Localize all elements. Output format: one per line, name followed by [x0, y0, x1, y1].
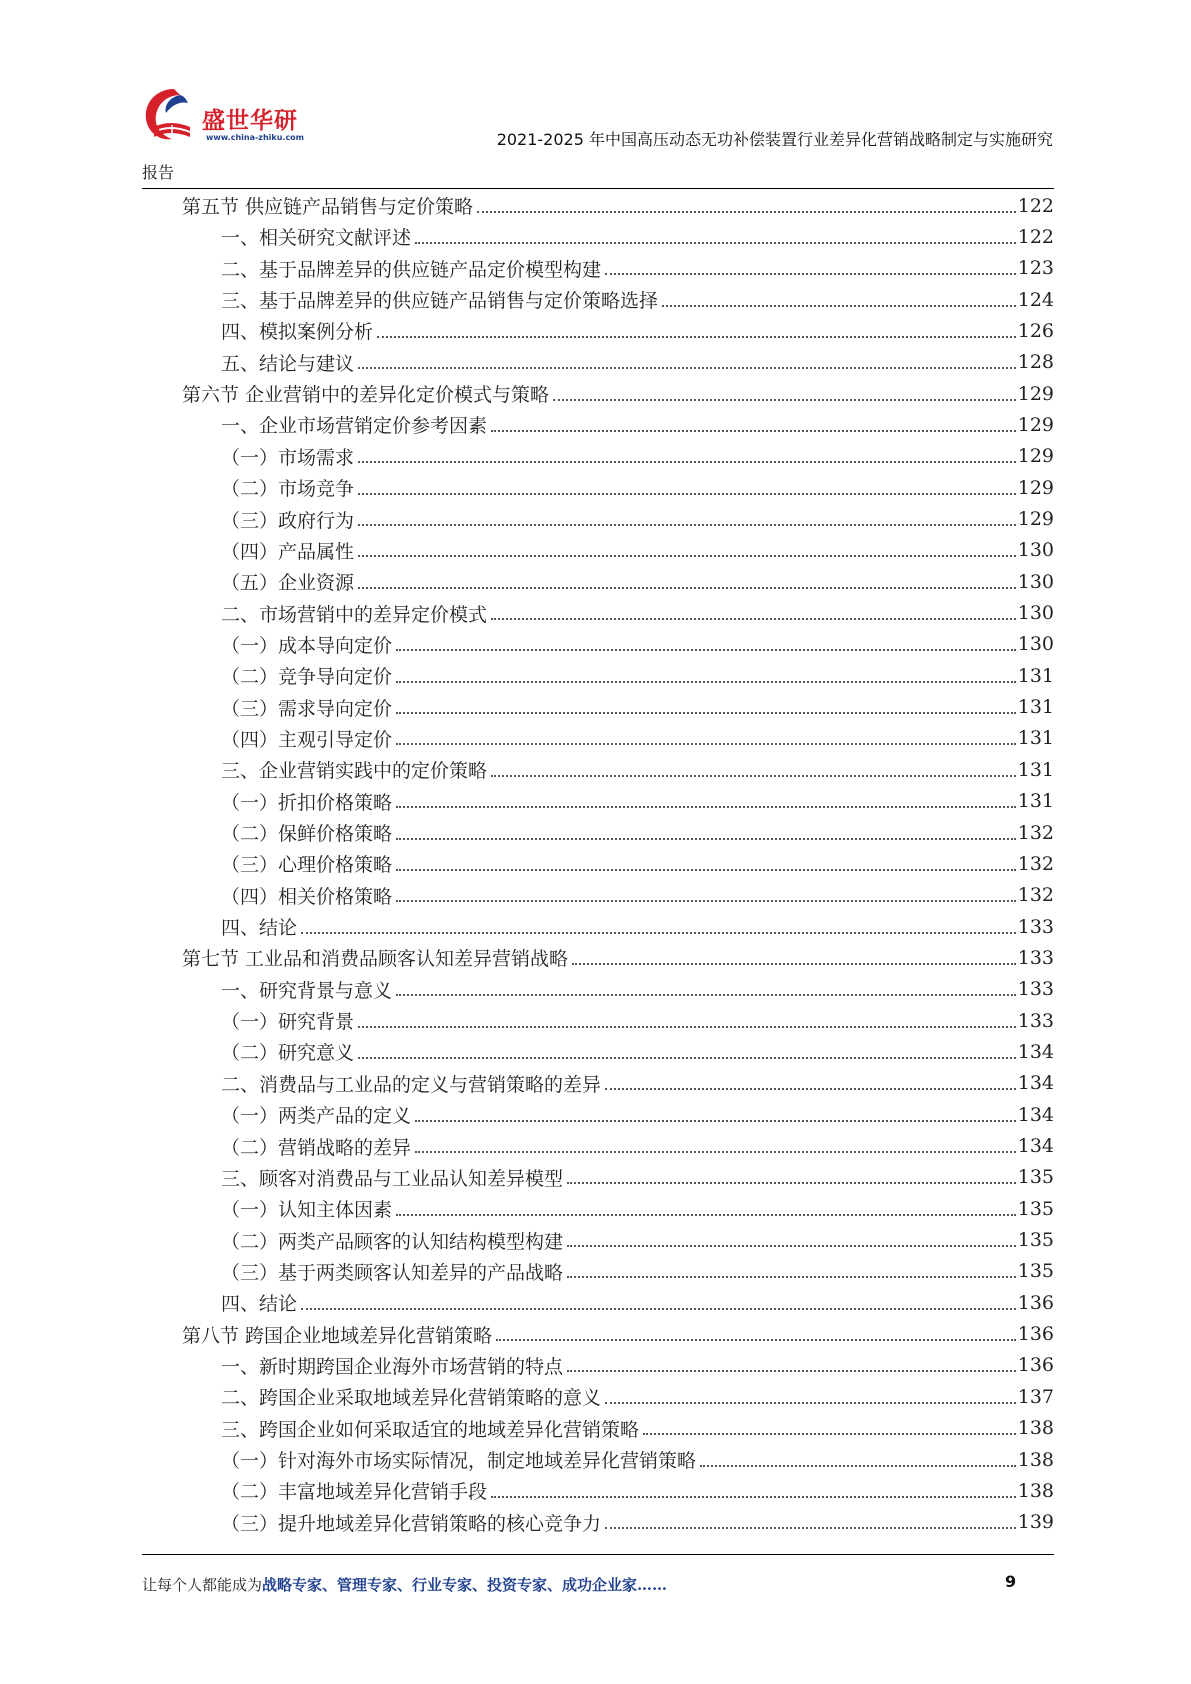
- toc-leader-dots: [358, 555, 1016, 557]
- toc-entry-page: 129: [1017, 476, 1054, 499]
- toc-entry[interactable]: [182, 1319, 1054, 1350]
- toc-entry-page: 133: [1017, 978, 1054, 1001]
- toc-entry-page: 131: [1017, 664, 1054, 687]
- toc-leader-dots: [396, 743, 1016, 745]
- toc-entry-page: 132: [1017, 884, 1054, 907]
- toc-entry-label: （二）两类产品顾客的认知结构模型构建: [221, 1230, 564, 1253]
- toc-entry-page: 136: [1017, 1291, 1054, 1314]
- toc-entry[interactable]: [221, 1444, 1054, 1475]
- toc-leader-dots: [396, 806, 1016, 808]
- toc-entry-label: 三、基于品牌差异的供应链产品销售与定价策略选择: [221, 290, 659, 313]
- toc-entry-label: （四）主观引导定价: [221, 728, 393, 751]
- toc-entry-page: 131: [1017, 758, 1054, 781]
- toc-leader-dots: [415, 242, 1016, 244]
- toc-leader-dots: [396, 869, 1016, 871]
- toc-entry-label: （一）认知主体因素: [221, 1199, 393, 1222]
- toc-entry-page: 123: [1017, 257, 1054, 280]
- toc-entry-page: 136: [1017, 1323, 1054, 1346]
- toc-entry-label: 第八节 跨国企业地域差异化营销策略: [182, 1324, 493, 1347]
- toc-entry-page: 135: [1017, 1229, 1054, 1252]
- toc-entry-label: （二）市场竞争: [221, 478, 355, 501]
- toc-leader-dots: [358, 524, 1016, 526]
- toc-leader-dots: [415, 1120, 1016, 1122]
- toc-entry-page: 131: [1017, 790, 1054, 813]
- toc-entry-page: 122: [1017, 225, 1054, 248]
- toc-leader-dots: [605, 273, 1016, 275]
- header-divider: [142, 188, 1054, 189]
- toc-entry-label: （一）成本导向定价: [221, 634, 393, 657]
- toc-entry-label: 三、顾客对消费品与工业品认知差异模型: [221, 1167, 564, 1190]
- footer-divider: [142, 1554, 1054, 1555]
- toc-entry-page: 139: [1017, 1511, 1054, 1534]
- toc-entry-page: 131: [1017, 696, 1054, 719]
- document-title-continued: 报告: [142, 163, 175, 182]
- toc-entry-page: 129: [1017, 508, 1054, 530]
- toc-leader-dots: [605, 1088, 1016, 1090]
- toc-entry[interactable]: [221, 1381, 1054, 1412]
- toc-entry-label: 三、跨国企业如何采取适宜的地域差异化营销策略: [221, 1418, 640, 1441]
- toc-entry-page: 134: [1017, 1040, 1054, 1063]
- toc-leader-dots: [396, 994, 1016, 996]
- toc-entry-label: （三）提升地域差异化营销策略的核心竞争力: [221, 1512, 602, 1535]
- toc-entry-page: 135: [1017, 1260, 1054, 1283]
- toc-entry-page: 130: [1017, 633, 1054, 656]
- toc-entry-label: （四）相关价格策略: [221, 885, 393, 908]
- toc-entry-page: 133: [1017, 915, 1054, 938]
- toc-entry-label: （三）需求导向定价: [221, 697, 393, 720]
- toc-entry-page: 130: [1017, 602, 1054, 625]
- toc-leader-dots: [301, 932, 1016, 934]
- toc-entry[interactable]: [221, 347, 1054, 378]
- toc-leader-dots: [358, 587, 1016, 589]
- toc-entry-label: 第五节 供应链产品销售与定价策略: [182, 196, 474, 218]
- toc-entry-label: （四）产品属性: [221, 540, 355, 563]
- toc-leader-dots: [567, 1276, 1016, 1278]
- toc-leader-dots: [415, 1151, 1016, 1153]
- toc-entry-label: （一）两类产品的定义: [221, 1105, 412, 1128]
- toc-entry-label: （二）丰富地域差异化营销手段: [221, 1481, 488, 1504]
- toc-leader-dots: [605, 1527, 1016, 1529]
- toc-entry-page: 138: [1017, 1479, 1054, 1502]
- toc-entry[interactable]: [221, 409, 1054, 440]
- toc-entry-page: 135: [1017, 1166, 1054, 1189]
- toc-leader-dots: [572, 963, 1016, 965]
- toc-entry-label: 四、结论: [221, 1293, 298, 1316]
- toc-entry[interactable]: [221, 1507, 1054, 1538]
- toc-entry-label: 二、市场营销中的差异定价模式: [221, 603, 488, 626]
- toc-entry[interactable]: [221, 1413, 1054, 1444]
- toc-entry[interactable]: [221, 441, 1054, 472]
- logo-name: 盛世华研: [202, 108, 298, 134]
- toc-entry-label: （二）竞争导向定价: [221, 666, 393, 689]
- toc-entry[interactable]: [221, 1350, 1054, 1381]
- toc-entry[interactable]: [221, 786, 1054, 817]
- toc-leader-dots: [553, 399, 1016, 401]
- toc-entry[interactable]: [221, 1036, 1054, 1067]
- toc-leader-dots: [491, 775, 1016, 777]
- toc-entry-page: 126: [1017, 319, 1054, 342]
- toc-leader-dots: [358, 1026, 1016, 1028]
- toc-entry-page: 135: [1017, 1197, 1054, 1220]
- toc-entry[interactable]: [221, 221, 1054, 252]
- footer-slogan: [142, 1574, 667, 1595]
- toc-entry[interactable]: [221, 880, 1054, 911]
- toc-entry[interactable]: [221, 1193, 1054, 1224]
- toc-entry[interactable]: [221, 315, 1054, 346]
- toc-entry[interactable]: [221, 848, 1054, 879]
- toc-leader-dots: [358, 1057, 1016, 1059]
- toc-entry[interactable]: [221, 504, 1054, 535]
- toc-leader-dots: [643, 1433, 1016, 1435]
- toc-leader-dots: [396, 681, 1016, 683]
- toc-entry-label: （五）企业资源: [221, 572, 355, 595]
- logo-url: www.china-zhiku.com: [206, 133, 305, 142]
- toc-leader-dots: [358, 493, 1016, 495]
- company-logo: [140, 83, 310, 153]
- toc-leader-dots: [496, 1339, 1016, 1341]
- toc-entry[interactable]: [221, 817, 1054, 848]
- page-header: [0, 0, 1191, 190]
- toc-entry-label: （一）市场需求: [221, 446, 355, 469]
- toc-entry-page: 134: [1017, 1135, 1054, 1157]
- toc-entry-page: 129: [1017, 445, 1054, 468]
- toc-entry-label: 第六节 企业营销中的差异化定价模式与策略: [182, 384, 550, 407]
- toc-entry-label: 五、结论与建议: [221, 352, 355, 375]
- toc-entry[interactable]: [221, 472, 1054, 503]
- toc-entry[interactable]: [221, 660, 1054, 691]
- toc-leader-dots: [396, 838, 1016, 840]
- document-title: 2021-2025 年中国高压动态无功补偿装置行业差异化营销战略制定与实施研究: [496, 130, 1053, 149]
- logo-emblem-icon: [140, 83, 206, 149]
- toc-entry[interactable]: [221, 1068, 1054, 1099]
- toc-leader-dots: [477, 211, 1016, 213]
- toc-entry[interactable]: [221, 629, 1054, 660]
- toc-entry[interactable]: [221, 974, 1054, 1005]
- toc-entry-page: 133: [1017, 1009, 1054, 1032]
- toc-entry-label: 四、模拟案例分析: [221, 321, 374, 344]
- toc-leader-dots: [358, 367, 1016, 369]
- toc-leader-dots: [396, 900, 1016, 902]
- toc-entry-label: 一、研究背景与意义: [221, 979, 393, 1002]
- toc-entry-page: 132: [1017, 821, 1054, 844]
- toc-entry[interactable]: [221, 1475, 1054, 1506]
- toc-entry[interactable]: [221, 253, 1054, 284]
- toc-entry-page: 137: [1017, 1385, 1054, 1408]
- toc-entry-page: 134: [1017, 1072, 1054, 1095]
- page-number: 9: [1005, 1572, 1017, 1591]
- toc-entry-page: 129: [1017, 382, 1054, 405]
- toc-entry-label: （一）针对海外市场实际情况，制定地域差异化营销策略: [221, 1450, 697, 1472]
- toc-leader-dots: [567, 1370, 1016, 1372]
- toc-entry-label: （三）基于两类顾客认知差异的产品战略: [221, 1261, 564, 1284]
- toc-entry-label: （三）心理价格策略: [221, 854, 393, 877]
- toc-entry[interactable]: [221, 1162, 1054, 1193]
- toc-leader-dots: [377, 336, 1016, 338]
- toc-entry-label: 二、消费品与工业品的定义与营销策略的差异: [221, 1073, 602, 1096]
- toc-entry[interactable]: [221, 1225, 1054, 1256]
- toc-entry-label: 一、相关研究文献评述: [221, 227, 412, 250]
- toc-entry[interactable]: [221, 566, 1054, 597]
- toc-entry-label: （三）政府行为: [221, 509, 355, 532]
- toc-entry-label: （二）营销战略的差异: [221, 1136, 412, 1159]
- footer-highlight: 战略专家、管理专家、行业专家、投资专家、成功企业家……: [262, 1576, 668, 1594]
- toc-entry[interactable]: [221, 754, 1054, 785]
- toc-entry[interactable]: [182, 190, 1054, 221]
- toc-leader-dots: [605, 1402, 1016, 1404]
- toc-leader-dots: [358, 461, 1016, 463]
- toc-entry[interactable]: [221, 723, 1054, 754]
- toc-entry-label: 二、基于品牌差异的供应链产品定价模型构建: [221, 258, 602, 281]
- footer-prefix: 让每个人都能成为: [142, 1576, 263, 1594]
- toc-entry-label: 三、企业营销实践中的定价策略: [221, 760, 488, 783]
- toc-entry[interactable]: [221, 598, 1054, 629]
- toc-entry[interactable]: [221, 1099, 1054, 1130]
- toc-entry[interactable]: [182, 942, 1054, 973]
- toc-entry[interactable]: [221, 284, 1054, 315]
- toc-entry-page: 132: [1017, 852, 1054, 875]
- toc-entry[interactable]: [221, 535, 1054, 566]
- toc-entry-label: 一、新时期跨国企业海外市场营销的特点: [221, 1355, 564, 1378]
- toc-entry[interactable]: [221, 692, 1054, 723]
- toc-leader-dots: [491, 430, 1016, 432]
- toc-entry-label: （一）折扣价格策略: [221, 791, 393, 814]
- toc-entry[interactable]: [221, 1287, 1054, 1318]
- toc-entry-label: （二）保鲜价格策略: [221, 823, 393, 845]
- toc-leader-dots: [396, 649, 1016, 651]
- toc-leader-dots: [567, 1245, 1016, 1247]
- toc-entry-page: 133: [1017, 946, 1054, 969]
- toc-entry-page: 122: [1017, 194, 1054, 217]
- toc-entry[interactable]: [182, 378, 1054, 409]
- toc-leader-dots: [662, 305, 1016, 307]
- toc-entry[interactable]: [221, 911, 1054, 942]
- toc-entry-label: 一、企业市场营销定价参考因素: [221, 415, 488, 438]
- toc-leader-dots: [396, 1214, 1016, 1216]
- toc-entry-page: 131: [1017, 727, 1054, 750]
- toc-leader-dots: [396, 712, 1016, 714]
- toc-entry-page: 136: [1017, 1354, 1054, 1377]
- toc-entry-page: 130: [1017, 539, 1054, 562]
- toc-entry-label: 第七节 工业品和消费品顾客认知差异营销战略: [182, 948, 569, 971]
- toc-leader-dots: [700, 1465, 1016, 1467]
- toc-leader-dots: [301, 1308, 1016, 1310]
- toc-entry-page: 138: [1017, 1417, 1054, 1440]
- toc-entry-page: 138: [1017, 1448, 1054, 1471]
- toc-entry-page: 129: [1017, 413, 1054, 436]
- toc-entry-label: （一）研究背景: [221, 1011, 355, 1034]
- toc-entry[interactable]: [221, 1005, 1054, 1036]
- toc-entry[interactable]: [221, 1256, 1054, 1287]
- toc-entry-label: （二）研究意义: [221, 1042, 355, 1065]
- toc-entry-page: 130: [1017, 570, 1054, 593]
- toc-entry-label: 二、跨国企业采取地域差异化营销策略的意义: [221, 1387, 602, 1410]
- toc-entry-label: 四、结论: [221, 917, 298, 940]
- toc-leader-dots: [567, 1182, 1016, 1184]
- toc-leader-dots: [491, 618, 1016, 620]
- toc-entry[interactable]: [221, 1131, 1054, 1162]
- toc-entry-page: 134: [1017, 1103, 1054, 1126]
- toc-entry-page: 124: [1017, 288, 1054, 311]
- toc-leader-dots: [491, 1496, 1016, 1498]
- toc-entry-page: 128: [1017, 351, 1054, 374]
